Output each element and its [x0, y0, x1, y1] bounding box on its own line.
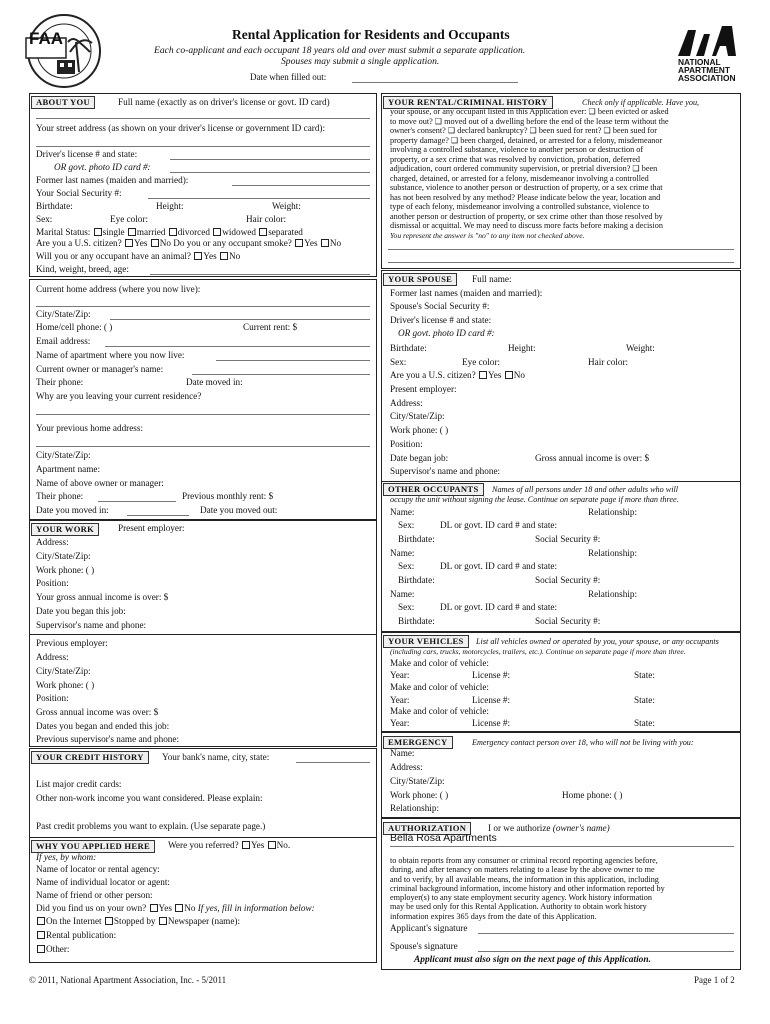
occupant-1-name-label: Name:: [390, 507, 415, 517]
emergency-header: EMERGENCY: [383, 736, 453, 749]
divorced-label: divorced: [177, 227, 210, 237]
occupant-2-dl-label: DL or govt. ID card # and state:: [440, 561, 558, 571]
faa-logo: [24, 12, 104, 90]
newspaper-checkbox[interactable]: [159, 917, 167, 925]
previous-owner-label: Name of above owner or manager:: [36, 478, 164, 488]
govt-id-field[interactable]: [170, 172, 370, 173]
history-note: You represent the answer is "no" to any item not checked above.: [390, 230, 585, 240]
spouse-citizen-no-label: No: [513, 370, 525, 380]
past-credit-label: Past credit problems you want to explain. (Use separate page.): [36, 821, 266, 831]
apartment-name-field[interactable]: [216, 360, 370, 361]
naa-text-1: NATIONAL: [678, 57, 721, 67]
credit-history-header: YOUR CREDIT HISTORY: [31, 751, 149, 764]
smoke-yes-label: Yes: [304, 238, 318, 248]
marital-row: [36, 227, 303, 238]
previous-city-label: City/State/Zip:: [36, 450, 91, 460]
vehicle-1-year-label: Year:: [390, 670, 410, 680]
check-applicable-label: Check only if applicable. Have you,: [582, 98, 700, 107]
smoke-no-label: No: [329, 238, 342, 248]
spouse-supervisor-label: Supervisor's name and phone:: [390, 466, 501, 476]
authorize-owner-label: (owner's name): [552, 823, 610, 833]
occupant-1-ssn-label: Social Security #:: [535, 534, 601, 544]
auth-line-2: during, and after tenancy on matters relating to a lease by the above owner to me: [390, 865, 655, 875]
work-city-label: City/State/Zip:: [36, 551, 91, 561]
married-label: married: [136, 227, 166, 237]
ssn-label: Your Social Security #:: [36, 188, 122, 198]
history-line-11: type of each felony, misdemeanor involving a controlled substance, violence to: [390, 202, 650, 211]
smoke-label: Do you or any occupant smoke?: [173, 238, 292, 248]
emergency-desc: Emergency contact person over 18, who will not be living with you:: [472, 738, 694, 747]
spouse-signature-field[interactable]: [478, 951, 734, 952]
work-supervisor-label: Supervisor's name and phone:: [36, 620, 147, 630]
work-address-label: Address:: [36, 537, 69, 547]
authorize-label: [488, 823, 610, 834]
previous-phone-field[interactable]: [98, 501, 176, 502]
spouse-city-label: City/State/Zip:: [390, 411, 445, 421]
their-phone-label: Their phone:: [36, 377, 84, 387]
owner-name-value[interactable]: Bella Rosa Apartments: [390, 832, 497, 844]
if-yes-fill-label: If yes, fill in information below:: [197, 903, 315, 913]
rental-history-text: [390, 107, 734, 240]
occupant-1-dl-label: DL or govt. ID card # and state:: [440, 520, 558, 530]
kind-field[interactable]: [150, 274, 370, 275]
current-city-field[interactable]: [110, 319, 370, 320]
auth-line-4: criminal background information, income history and other information reported by: [390, 883, 665, 893]
previous-moved-in-field[interactable]: [127, 515, 189, 516]
history-line-7: adjudication, court ordered community supervision, or pretrial diversion? ❑ been: [390, 164, 658, 173]
home-phone-label: Home/cell phone: ( ): [36, 322, 113, 332]
why-leaving-field[interactable]: [36, 414, 370, 415]
birthdate-label: Birthdate:: [36, 201, 73, 211]
applicant-signature-field[interactable]: [478, 933, 734, 934]
authorization-text: [390, 856, 736, 921]
weight-label: Weight:: [272, 201, 301, 211]
animal-yes-checkbox[interactable]: [194, 252, 202, 260]
referred-no-label: No.: [276, 840, 291, 850]
about-you-header: ABOUT YOU: [31, 96, 95, 109]
prev-position-label: Position:: [36, 693, 69, 703]
owner-field[interactable]: [192, 374, 370, 375]
emergency-address-label: Address:: [390, 762, 423, 772]
spouse-ssn-label: Spouse's Social Security #:: [390, 301, 490, 311]
occupant-2-birthdate-label: Birthdate:: [398, 575, 435, 585]
why-applied-header: WHY YOU APPLIED HERE: [31, 840, 155, 853]
divorced-checkbox[interactable]: [169, 228, 177, 236]
auth-line-6: may be used only for this Rental Application. Authority to obtain work history: [390, 902, 647, 912]
spouse-signature-label: Spouse's signature: [390, 941, 458, 951]
history-line-5: involving a controlled substance, violence to another person or destruction of: [390, 145, 644, 154]
prev-address-label: Address:: [36, 652, 69, 662]
auth-line-3: and to verify, by all available means, the information in this application, including: [390, 874, 659, 884]
citizen-label: Are you a U.S. citizen?: [36, 238, 122, 248]
history-line-6: property, or a sex crime that was resolved by conviction, probation, deferred: [390, 154, 641, 164]
vehicle-3-make-label: Make and color of vehicle:: [390, 706, 489, 716]
separated-label: separated: [268, 227, 303, 237]
current-city-label: City/State/Zip:: [36, 309, 91, 319]
emergency-relationship-label: Relationship:: [390, 803, 439, 813]
credit-cards-label: List major credit cards:: [36, 779, 122, 789]
spouse-govt-label: OR govt. photo ID card #:: [398, 328, 495, 338]
current-address-label: Current home address (where you now live):: [36, 284, 201, 294]
spouse-name-label: Full name:: [472, 274, 512, 284]
citizen-row: [36, 238, 341, 249]
vehicle-1-state-label: State:: [634, 670, 655, 680]
full-name-label: Full name (exactly as on driver's license or govt. ID card): [118, 97, 330, 107]
previous-moved-out-label: Date you moved out:: [200, 505, 278, 515]
ssn-field[interactable]: [148, 198, 370, 199]
dl-label: Driver's license # and state:: [36, 149, 138, 159]
occupant-3-relationship-label: Relationship:: [588, 589, 637, 599]
current-rent-label: Current rent: $: [243, 322, 298, 332]
occupants-desc-1: Names of all persons under 18 and other adults who will: [492, 485, 679, 494]
previous-apartment-label: Apartment name:: [36, 464, 101, 474]
citizen-no-checkbox[interactable]: [151, 239, 159, 247]
history-field-1[interactable]: [388, 249, 734, 250]
authorization-header: AUTHORIZATION: [383, 822, 471, 835]
vehicle-3-license-label: License #:: [472, 718, 511, 728]
spouse-position-label: Position:: [390, 439, 423, 449]
vehicle-2-state-label: State:: [634, 695, 655, 705]
emergency-work-phone-label: Work phone: ( ): [390, 790, 449, 800]
referred-row: [168, 840, 290, 851]
occupant-3-dl-label: DL or govt. ID card # and state:: [440, 602, 558, 612]
find-label: Did you find us on your own?: [36, 903, 147, 913]
rental-pub-row: [36, 930, 116, 941]
occupant-1-relationship-label: Relationship:: [588, 507, 637, 517]
full-name-field[interactable]: [36, 118, 370, 119]
street-field[interactable]: [36, 146, 370, 147]
occupant-2-ssn-label: Social Security #:: [535, 575, 601, 585]
history-line-13: dismissal or acquittal. We may need to discuss more facts before making a decision: [390, 221, 663, 230]
rental-pub-label: Rental publication:: [46, 930, 117, 940]
referred-yes-label: Yes: [250, 840, 265, 850]
copyright: © 2011, National Apartment Association, Inc. - 5/2011: [29, 975, 227, 985]
spouse-began-label: Date began job:: [390, 453, 449, 463]
spouse-height-label: Height:: [508, 343, 536, 353]
prev-supervisor-label: Previous supervisor's name and phone:: [36, 734, 180, 744]
work-income-label: Your gross annual income is over: $: [36, 592, 169, 602]
former-names-label: Former last names (maiden and married):: [36, 175, 189, 185]
faa-logo-text: FAA: [29, 29, 63, 48]
history-line-10: has not been resolved by any method? Please indicate below the year, location and: [390, 192, 661, 202]
naa-text-3: ASSOCIATION: [678, 73, 736, 83]
work-began-label: Date you began this job:: [36, 606, 126, 616]
previous-phone-label: Their phone:: [36, 491, 84, 501]
employer-label: Present employer:: [118, 523, 185, 533]
spouse-header: YOUR SPOUSE: [383, 273, 457, 286]
occupant-1-birthdate-label: Birthdate:: [398, 534, 435, 544]
apartment-name-label: Name of apartment where you now live:: [36, 350, 185, 360]
prev-city-label: City/State/Zip:: [36, 666, 91, 676]
vehicle-3-state-label: State:: [634, 718, 655, 728]
spouse-birthdate-label: Birthdate:: [390, 343, 427, 353]
find-yes-label: Yes: [158, 903, 172, 913]
other-row: [36, 944, 69, 955]
work-phone-label: Work phone: ( ): [36, 565, 95, 575]
vehicles-desc-2: (including cars, trucks, motorcycles, trailers, etc.). Continue on separate page if more than three.: [390, 647, 686, 656]
naa-text-2: APARTMENT: [678, 65, 730, 75]
occupants-desc-2: occupy the unit without signing the lease. Continue on separate page if more than three.: [390, 495, 679, 504]
vehicle-3-year-label: Year:: [390, 718, 410, 728]
auth-line-1: to obtain reports from any consumer or criminal record reporting agencies before,: [390, 856, 658, 865]
spouse-eye-label: Eye color:: [462, 357, 501, 367]
occupant-2-name-label: Name:: [390, 548, 415, 558]
spouse-employer-label: Present employer:: [390, 384, 457, 394]
single-label: single: [102, 227, 125, 237]
occupant-1-sex-label: Sex:: [398, 520, 415, 530]
vehicle-2-make-label: Make and color of vehicle:: [390, 682, 489, 692]
referred-yes-checkbox[interactable]: [242, 841, 250, 849]
citizen-no-label: No: [159, 238, 171, 248]
page-title: Rental Application for Residents and Occupants: [232, 27, 510, 42]
widowed-checkbox[interactable]: [213, 228, 221, 236]
vehicle-1-license-label: License #:: [472, 670, 511, 680]
vehicle-2-license-label: License #:: [472, 695, 511, 705]
subtitle-1: Each co-applicant and each occupant 18 years old and over must submit a separate application.: [154, 45, 526, 56]
find-row: [36, 903, 315, 914]
vehicles-desc-1: List all vehicles owned or operated by you, your spouse, or any occupants: [476, 637, 719, 646]
current-address-field[interactable]: [36, 306, 370, 307]
vehicles-header: YOUR VEHICLES: [383, 635, 469, 648]
prev-phone-label: Work phone: ( ): [36, 680, 95, 690]
find-yes-checkbox[interactable]: [150, 904, 158, 912]
spouse-weight-label: Weight:: [626, 343, 655, 353]
email-label: Email address:: [36, 336, 91, 346]
smoke-no-checkbox[interactable]: [321, 239, 329, 247]
spouse-citizen-label: Are you a U.S. citizen?: [390, 370, 476, 380]
occupant-2-relationship-label: Relationship:: [588, 548, 637, 558]
email-field[interactable]: [105, 346, 370, 347]
other-checkbox[interactable]: [37, 945, 45, 953]
referred-label: Were you referred?: [168, 840, 239, 850]
friend-label: Name of friend or other person:: [36, 890, 153, 900]
hair-label: Hair color:: [246, 214, 287, 224]
bank-label: Your bank's name, city, state:: [162, 752, 270, 762]
spouse-citizen-yes-checkbox[interactable]: [479, 371, 487, 379]
subtitle-2: Spouses may submit a single application.: [281, 56, 440, 67]
occupant-3-sex-label: Sex:: [398, 602, 415, 612]
why-leaving-label: Why are you leaving your current residence?: [36, 391, 202, 401]
prev-income-label: Gross annual income was over: $: [36, 707, 159, 717]
occupant-3-ssn-label: Social Security #:: [535, 616, 601, 626]
moved-in-label: Date moved in:: [186, 377, 243, 387]
occupant-2-sex-label: Sex:: [398, 561, 415, 571]
emergency-city-label: City/State/Zip:: [390, 776, 445, 786]
auth-line-7: information expires 365 days from the date of this Application.: [390, 911, 597, 921]
spouse-phone-label: Work phone: ( ): [390, 425, 449, 435]
spouse-citizen-row: [390, 370, 525, 381]
separated-checkbox[interactable]: [259, 228, 267, 236]
kind-label: Kind, weight, breed, age:: [36, 264, 129, 274]
occupants-header: OTHER OCCUPANTS: [383, 483, 484, 496]
stopped-label: Stopped by: [113, 916, 156, 926]
widowed-label: widowed: [222, 227, 256, 237]
history-line-4: property damage? ❑ been charged, detained, or arrested for a felony, misdemeanor: [390, 135, 663, 145]
date-filled-field[interactable]: [352, 82, 518, 83]
spouse-citizen-yes-label: Yes: [488, 370, 502, 380]
citizen-yes-label: Yes: [134, 238, 148, 248]
animal-yes-label: Yes: [203, 251, 217, 261]
history-line-9: substance, violence to another person or destruction of property, or a sex crime that: [390, 183, 663, 192]
find-no-label: No: [184, 903, 196, 913]
height-label: Height:: [156, 201, 184, 211]
internet-checkbox[interactable]: [37, 917, 45, 925]
sources-row: [36, 916, 240, 927]
history-line-1: your spouse, or any occupant listed in this Application ever: ❑ been evicted or asked: [390, 107, 669, 116]
street-label: Your street address (as shown on your driver's license or government ID card):: [36, 123, 326, 133]
emergency-name-label: Name:: [390, 748, 415, 758]
spouse-former-label: Former last names (maiden and married):: [390, 288, 543, 298]
history-line-12: another person or destruction of property, or sex crime other than those resolved by: [390, 211, 663, 221]
citizen-yes-checkbox[interactable]: [125, 239, 133, 247]
rental-pub-checkbox[interactable]: [37, 931, 45, 939]
animal-row: [36, 251, 240, 262]
dl-field[interactable]: [170, 159, 370, 160]
spouse-hair-label: Hair color:: [588, 357, 629, 367]
work-position-label: Position:: [36, 578, 69, 588]
single-checkbox[interactable]: [94, 228, 102, 236]
if-yes-label: If yes, by whom:: [36, 852, 97, 862]
sex-label: Sex:: [36, 214, 53, 224]
internet-label: On the Internet: [46, 916, 102, 926]
spouse-income-label: Gross annual income is over: $: [535, 453, 650, 463]
vehicle-1-make-label: Make and color of vehicle:: [390, 658, 489, 668]
authorize-we-label: I or we authorize: [488, 823, 551, 833]
spouse-citizen-no-checkbox[interactable]: [505, 371, 513, 379]
date-filled-label: Date when filled out:: [250, 72, 327, 82]
history-line-2: to move out? ❑ moved out of a dwelling before the end of the lease term without the: [390, 116, 669, 126]
other-income-label: Other non-work income you want considered. Please explain:: [36, 793, 263, 803]
auth-line-5: employer(s) to any state employment security agency. Work history information: [390, 893, 652, 903]
occupant-3-birthdate-label: Birthdate:: [398, 616, 435, 626]
previous-address-field[interactable]: [36, 446, 370, 447]
previous-address-label: Your previous home address:: [36, 423, 144, 433]
govt-id-label: OR govt. photo ID card #:: [54, 162, 151, 172]
former-names-field[interactable]: [232, 185, 370, 186]
other-label: Other:: [46, 944, 70, 954]
rental-history-header: YOUR RENTAL/CRIMINAL HISTORY: [383, 96, 553, 109]
naa-logo: [676, 24, 742, 58]
previous-moved-in-label: Date you moved in:: [36, 505, 109, 515]
vehicle-2-year-label: Year:: [390, 695, 410, 705]
previous-rent-label: Previous monthly rent: $: [182, 491, 274, 501]
prev-employer-label: Previous employer:: [36, 638, 108, 648]
locator-label: Name of locator or rental agency:: [36, 864, 160, 874]
history-field-2[interactable]: [388, 262, 734, 263]
find-no-checkbox[interactable]: [175, 904, 183, 912]
prev-dates-label: Dates you began and ended this job:: [36, 721, 170, 731]
bank-field[interactable]: [296, 762, 370, 763]
owner-name-field[interactable]: [390, 846, 734, 847]
spouse-dl-label: Driver's license # and state:: [390, 315, 492, 325]
smoke-yes-checkbox[interactable]: [295, 239, 303, 247]
emergency-home-phone-label: Home phone: ( ): [562, 790, 623, 800]
owner-label: Current owner or manager's name:: [36, 364, 164, 374]
applicant-signature-label: Applicant's signature: [390, 923, 468, 933]
page-number: Page 1 of 2: [694, 975, 735, 985]
married-checkbox[interactable]: [128, 228, 136, 236]
eye-label: Eye color:: [110, 214, 149, 224]
animal-no-label: No: [228, 251, 241, 261]
marital-label: Marital Status:: [36, 227, 91, 237]
animal-label: Will you or any occupant have an animal?: [36, 251, 191, 261]
newspaper-label: Newspaper (name):: [167, 916, 241, 926]
history-line-8: charged, detained, or arrested for a felony, misdemeanor involving a controlled: [390, 173, 649, 183]
referred-no-checkbox[interactable]: [268, 841, 276, 849]
must-sign-note: Applicant must also sign on the next page of this Application.: [414, 955, 651, 965]
spouse-address-label: Address:: [390, 398, 423, 408]
animal-no-checkbox[interactable]: [220, 252, 228, 260]
individual-label: Name of individual locator or agent:: [36, 877, 170, 887]
history-line-3: owner's consent? ❑ declared bankruptcy? ❑ been sued for rent? ❑ been sued for: [390, 126, 657, 135]
spouse-sex-label: Sex:: [390, 357, 407, 367]
occupant-3-name-label: Name:: [390, 589, 415, 599]
stopped-checkbox[interactable]: [105, 917, 113, 925]
your-work-header: YOUR WORK: [31, 523, 99, 536]
